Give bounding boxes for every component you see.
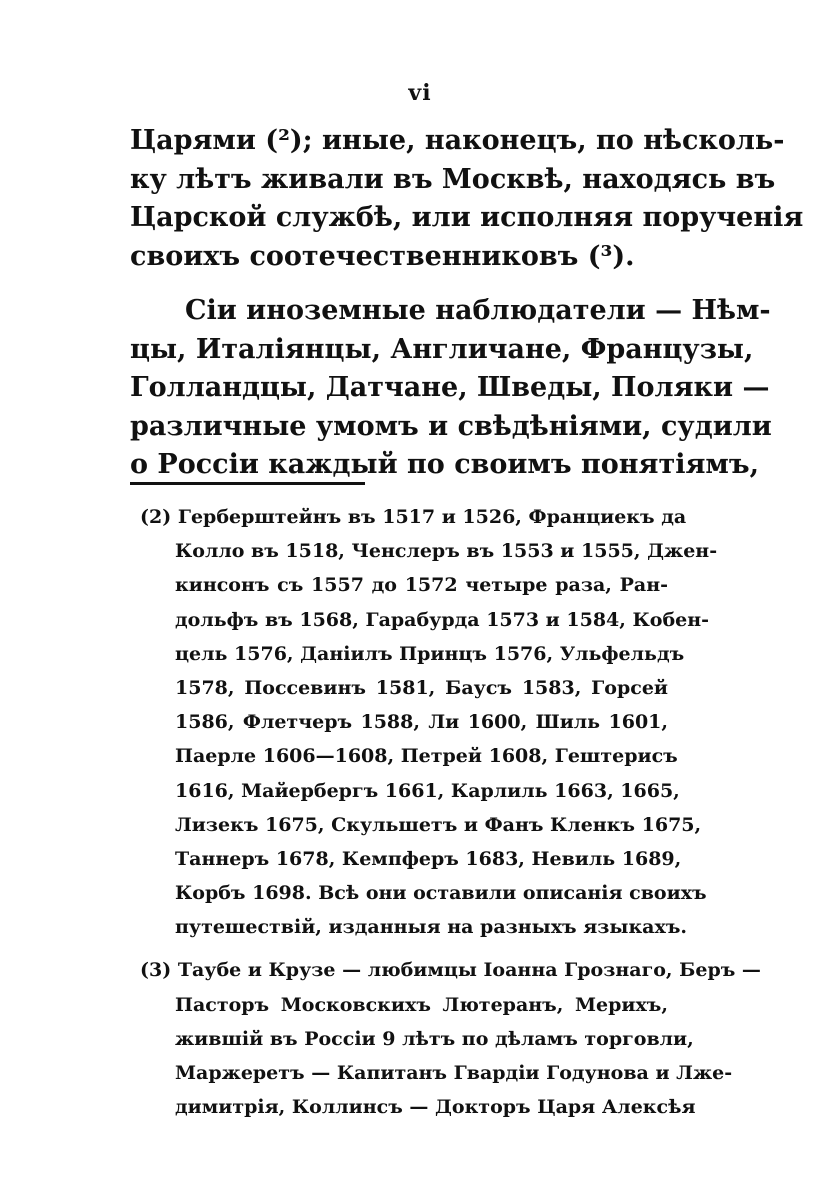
footnote-line: 1616, Майербергъ 1661, Карлиль 1663, 1665, [175, 779, 680, 802]
page-number: vi [408, 80, 432, 106]
footnotes [140, 500, 761, 1124]
footnote-text: Герберштейнъ въ 1517 и 1526, Франциекъ да [177, 506, 687, 528]
footnote-line: дольфъ въ 1568, Гарабурда 1573 и 1584, Кобен- [175, 608, 710, 631]
paragraph-gap [130, 276, 675, 292]
footnote-line: путешествій, изданныя на разныхъ языкахъ. [175, 916, 688, 939]
footnote-line: кинсонъ съ 1557 до 1572 четыре раза, Ран- [175, 574, 668, 597]
footnote-line: Колло въ 1518, Ченслеръ въ 1553 и 1555, Джен- [175, 540, 718, 563]
text-line: Сіи иноземные наблюдатели — Нѣм- [185, 295, 771, 326]
footnote-line: Лизекъ 1675, Скульшетъ и Фанъ Кленкъ 1675, [175, 813, 702, 836]
footnote-line [140, 953, 761, 987]
footnote-line: 1586, Флетчеръ 1588, Ли 1600, Шиль 1601, [175, 711, 668, 734]
footnote-2 [140, 500, 718, 944]
footnote-line: димитрія, Коллинсъ — Докторъ Царя Алексѣя [175, 1096, 696, 1119]
paragraph-1 [130, 122, 804, 276]
paragraph-2 [130, 292, 772, 485]
footnote-text: Таубе и Крузе — любимцы Іоанна Грознаго, Беръ — [177, 959, 761, 982]
footnote-line: Пасторъ Московскихъ Лютеранъ, Мерихъ, [175, 993, 668, 1016]
text-line: цы, Италіянцы, Англичане, Французы, [130, 333, 754, 365]
footnote-separator-rule [130, 482, 365, 485]
footnote-line: жившій въ Россіи 9 лѣтъ по дѣламъ торговли, [175, 1027, 694, 1050]
footnote-marker: (3) [140, 959, 172, 982]
footnote-marker: (2) [140, 506, 172, 528]
text-line: своихъ соотечественниковъ (³). [130, 240, 635, 272]
main-text [130, 122, 804, 485]
text-line: Царской службѣ, или исполняя порученія [130, 202, 804, 233]
text-line: Царями (²); иные, наконецъ, по нѣсколь- [130, 125, 785, 156]
text-line: ку лѣтъ живали въ Москвѣ, находясь въ [130, 163, 776, 195]
footnote-3 [140, 953, 761, 1124]
footnote-line: цель 1576, Даніилъ Принцъ 1576, Ульфельдъ [175, 642, 685, 665]
footnote-line: Маржеретъ — Капитанъ Гвардіи Годунова и Лже- [175, 1062, 733, 1084]
text-line: о Россіи каждый по своимъ понятіямъ, [130, 449, 759, 480]
footnote-line: Таннеръ 1678, Кемпферъ 1683, Невиль 1689, [175, 847, 682, 870]
footnote-line: Паерле 1606—1608, Петрей 1608, Гештерисъ [175, 745, 678, 768]
text-line: различные умомъ и свѣдѣніями, судили [130, 410, 772, 442]
footnote-line: Корбъ 1698. Всѣ они оставили описанія своихъ [175, 882, 707, 905]
footnote-line [140, 500, 687, 534]
footnote-gap [140, 944, 668, 953]
text-line: Голландцы, Датчане, Шведы, Поляки — [130, 372, 770, 403]
footnote-line: 1578, Поссевинъ 1581, Баусъ 1583, Горсей [175, 676, 668, 699]
